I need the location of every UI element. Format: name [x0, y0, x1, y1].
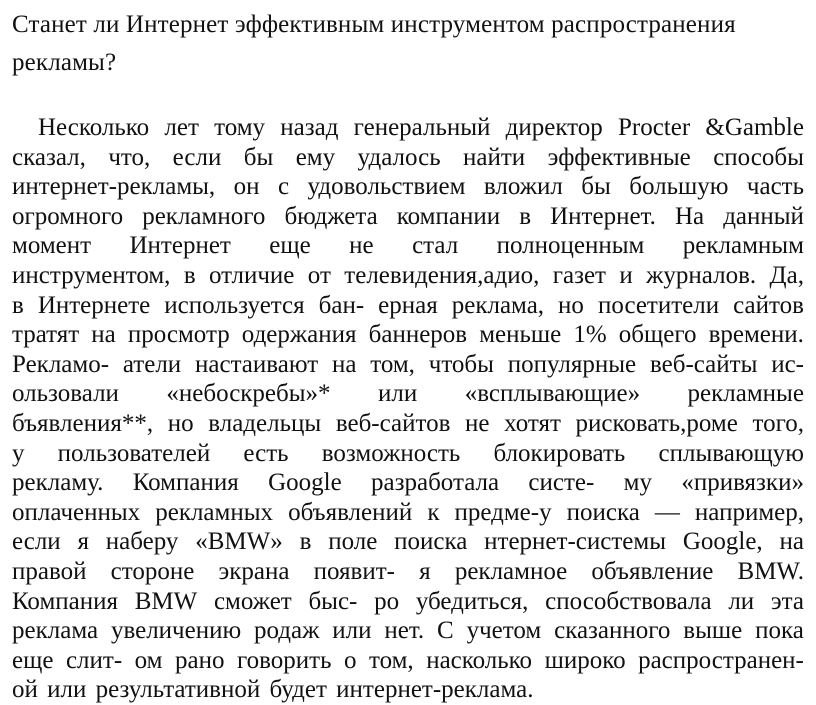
- paragraph-word: посетители: [597, 291, 720, 319]
- paragraph-word: сможет: [213, 587, 292, 615]
- paragraph-word: систе-: [528, 469, 595, 497]
- paragraph-word: быс-: [308, 587, 358, 615]
- paragraph-word: рекламным: [682, 232, 804, 260]
- paragraph-word: о: [343, 646, 357, 674]
- paragraph-word: ему: [295, 143, 336, 171]
- paragraph-word: 1%: [573, 321, 607, 349]
- paragraph-word: оплаченных: [12, 498, 141, 526]
- title-line: Станет ли Интернет эффективным инструментом распространения: [12, 11, 736, 38]
- paragraph-word: наберу: [105, 528, 179, 556]
- paragraph-line: [12, 202, 804, 232]
- paragraph-word: «всплывающие»: [464, 380, 641, 408]
- paragraph-word: полноценным: [496, 232, 645, 260]
- paragraph-word: выше: [683, 617, 743, 645]
- paragraph-word: отличие: [209, 261, 295, 289]
- paragraph-line: [12, 379, 804, 409]
- paragraph-word: поле: [328, 528, 378, 556]
- paragraph-line: [12, 468, 804, 498]
- paragraph-line: [12, 616, 804, 646]
- paragraph-word: рисковать,роме: [575, 409, 738, 437]
- paragraph-word: Рекламо-: [12, 350, 110, 378]
- paragraph-word: «привязки»: [681, 469, 804, 497]
- paragraph-word: тратят: [12, 321, 80, 349]
- paragraph-word: на: [779, 528, 804, 556]
- paragraph-line: ой или результативной будет интернет-реклама.: [12, 676, 534, 704]
- paragraph-word: к: [427, 498, 440, 526]
- paragraph-word: слит-: [65, 646, 123, 674]
- paragraph-word: в: [12, 291, 24, 319]
- paragraph-word: еще: [12, 646, 54, 674]
- paragraph-word: предме-у: [454, 498, 552, 526]
- paragraph-line: [12, 557, 804, 587]
- paragraph-word: того,: [752, 409, 804, 437]
- paragraph-word: настаивают: [195, 350, 319, 378]
- paragraph-word: назад: [280, 114, 339, 141]
- paragraph-word: объявлений: [288, 498, 413, 526]
- paragraph-word: BMW.: [737, 557, 804, 585]
- paragraph-word: С: [437, 617, 454, 645]
- paragraph-line: [12, 498, 804, 528]
- paragraph-word: сплывающую: [658, 439, 804, 467]
- paragraph-line: [12, 172, 804, 202]
- paragraph-word: Google,: [682, 528, 763, 556]
- paragraph-word: газет: [552, 261, 606, 289]
- paragraph-word: увеличению: [110, 617, 242, 645]
- paragraph-word: Несколько: [38, 114, 150, 141]
- paragraph-word: я: [77, 528, 89, 556]
- paragraph-word: Интернет.: [550, 202, 656, 230]
- paragraph-word: способствовала: [545, 587, 712, 615]
- paragraph-line: [12, 291, 804, 321]
- paragraph-line: [12, 143, 804, 173]
- paragraph-word: Да,: [769, 261, 804, 289]
- paragraph-word: поиска: [566, 498, 640, 526]
- paragraph-word: но: [558, 291, 584, 319]
- paragraph-word: или: [332, 617, 372, 645]
- paragraph-word: я: [419, 557, 431, 585]
- paragraph-word: Компания: [132, 469, 239, 497]
- paragraph-word: Google: [268, 469, 342, 497]
- paragraph-word: ро: [374, 587, 400, 615]
- paragraph-word: владельцы: [208, 409, 322, 437]
- paragraph-word: момент: [12, 232, 92, 260]
- paragraph-word: пользователей: [57, 439, 211, 467]
- paragraph-word: пока: [755, 617, 804, 645]
- paragraph-word: рано: [175, 646, 225, 674]
- paragraph-word: Procter: [617, 114, 691, 141]
- paragraph-word: реклама,: [451, 291, 545, 319]
- paragraph-word: чтобы: [428, 350, 494, 378]
- paragraph-word: на: [91, 321, 116, 349]
- paragraph-word: говорить: [237, 646, 332, 674]
- paragraph-word: экрана: [218, 557, 290, 585]
- paragraph-word: найти: [463, 143, 526, 171]
- paragraph-word: но: [167, 409, 194, 437]
- paragraph-word: генеральный: [353, 114, 491, 141]
- paragraph-word: если: [12, 528, 61, 556]
- paragraph-word: объявление: [591, 557, 714, 585]
- paragraph-word: огромного: [12, 202, 124, 230]
- paragraph-word: журналов.: [646, 261, 757, 289]
- paragraph-word: в: [299, 528, 312, 556]
- paragraph-line: [12, 113, 804, 143]
- paragraph-word: веб-сайты: [649, 350, 758, 378]
- paragraph-word: например,: [694, 498, 804, 526]
- paragraph-word: правой: [12, 557, 87, 585]
- paragraph-line: [12, 261, 804, 291]
- paragraph-word: в: [519, 202, 532, 230]
- paragraph-word: рекламное: [454, 557, 568, 585]
- paragraph-word: в: [183, 261, 196, 289]
- paragraph-word: популярные: [507, 350, 637, 378]
- paragraph-word: не: [465, 409, 490, 437]
- paragraph-word: возможность: [321, 439, 461, 467]
- paragraph-word: том,: [368, 646, 414, 674]
- paragraph-word: телевидения,адио,: [344, 261, 540, 289]
- paragraph-word: рекламу.: [12, 469, 104, 497]
- paragraph-word: рекламные: [687, 380, 804, 408]
- paragraph-word: ом: [134, 646, 163, 674]
- paragraph-word: вложил: [483, 173, 563, 201]
- paragraph-line: [12, 231, 804, 261]
- paragraph-line: [12, 320, 804, 350]
- paragraph-word: удовольствием: [307, 173, 466, 201]
- paragraph-word: ис-: [771, 350, 804, 378]
- paragraph-word: или: [378, 380, 418, 408]
- paragraph-word: На: [674, 202, 705, 230]
- paragraph-word: эта: [770, 587, 804, 615]
- paragraph-word: нет.: [384, 617, 425, 645]
- paragraph-line: [12, 409, 804, 439]
- paragraph-word: учетом: [466, 617, 542, 645]
- paragraph-line: [12, 646, 804, 676]
- paragraph-word: способы: [713, 143, 804, 171]
- paragraph-word: рекламных: [155, 498, 274, 526]
- paragraph-word: с: [277, 173, 290, 201]
- paragraph-word: му: [623, 469, 652, 497]
- paragraph-word: одержания: [241, 321, 357, 349]
- paragraph-word: на: [331, 350, 357, 378]
- paragraph-word: удалось: [357, 143, 441, 171]
- paragraph-word: том,: [370, 350, 415, 378]
- paragraph-word: директор: [505, 114, 603, 141]
- paragraph-word: компании: [396, 202, 501, 230]
- paragraph-word: лет: [164, 114, 199, 141]
- paragraph-line: [12, 350, 804, 380]
- paragraph-word: Интернете: [37, 291, 151, 319]
- paragraph-word: бюджета: [284, 202, 378, 230]
- paragraph-word: от: [307, 261, 331, 289]
- paragraph-word: большую: [629, 173, 729, 201]
- paragraph-word: бан-: [318, 291, 365, 319]
- paragraph-word: ользовали: [12, 380, 119, 408]
- paragraph-word: нтернет-системы: [484, 528, 666, 556]
- paragraph-word: «BMW»: [195, 528, 283, 556]
- paragraph-word: &Gamble: [705, 114, 804, 141]
- paragraph-word: интернет-рекламы,: [12, 173, 216, 201]
- paragraph-word: у: [12, 439, 25, 467]
- paragraph-word: поиска: [394, 528, 468, 556]
- paragraph-word: сказал,: [12, 143, 86, 171]
- paragraph-word: рекламного: [142, 202, 266, 230]
- paragraph-word: общего: [618, 321, 697, 349]
- paragraph-word: еще: [269, 232, 311, 260]
- paragraph-word: BMW: [134, 587, 198, 615]
- paragraph-word: реклама: [12, 617, 99, 645]
- paragraph-word: стал: [412, 232, 459, 260]
- paragraph-word: если: [172, 143, 222, 171]
- paragraph-word: сайтов: [733, 291, 804, 319]
- paragraph-word: сказанного: [554, 617, 671, 645]
- paragraph-word: насколько: [426, 646, 533, 674]
- paragraph-word: Компания: [12, 587, 119, 615]
- paragraph-word: широко: [544, 646, 626, 674]
- paragraph-word: появит-: [313, 557, 395, 585]
- paragraph-word: разработала: [371, 469, 500, 497]
- paragraph-word: «небоскребы»*: [166, 380, 331, 408]
- paragraph-word: Интернет: [129, 232, 231, 260]
- paragraph-word: бъявления**,: [12, 409, 154, 437]
- paragraph-word: он: [233, 173, 260, 201]
- paragraph-word: используется: [164, 291, 305, 319]
- paragraph-word: ли: [728, 587, 755, 615]
- paragraph-word: ерная: [378, 291, 438, 319]
- paragraph-word: времени.: [708, 321, 804, 349]
- paragraph-word: тому: [214, 114, 266, 141]
- paragraph-word: баннеров: [368, 321, 468, 349]
- paragraph-word: что,: [108, 143, 151, 171]
- paragraph-line: [12, 587, 804, 617]
- paragraph-line: [12, 439, 804, 469]
- document-title: [12, 6, 804, 82]
- paragraph-word: данный: [723, 202, 804, 230]
- paragraph-word: атели: [122, 350, 182, 378]
- paragraph-word: хотят: [504, 409, 561, 437]
- paragraph-word: родаж: [254, 617, 320, 645]
- paragraph-word: блокировать: [493, 439, 626, 467]
- paragraph-word: меньше: [479, 321, 562, 349]
- paragraph-word: бы: [243, 143, 274, 171]
- paragraph-word: есть: [243, 439, 289, 467]
- paragraph-word: стороне: [110, 557, 195, 585]
- paragraph-word: просмотр: [127, 321, 230, 349]
- paragraph-word: часть: [746, 173, 804, 201]
- paragraph-word: и: [619, 261, 633, 289]
- paragraph-word: —: [654, 498, 680, 526]
- paragraph-word: распространен-: [638, 646, 804, 674]
- paragraph-line: [12, 527, 804, 557]
- paragraph-word: убедиться,: [415, 587, 529, 615]
- paragraph-word: эффективные: [547, 143, 691, 171]
- paragraph-word: инструментом,: [12, 261, 171, 289]
- body-paragraph: [12, 113, 804, 705]
- paragraph-word: веб-сайтов: [335, 409, 451, 437]
- title-line: рекламы?: [12, 49, 117, 76]
- paragraph-word: бы: [581, 173, 611, 201]
- document-page: [12, 6, 804, 705]
- paragraph-word: не: [349, 232, 374, 260]
